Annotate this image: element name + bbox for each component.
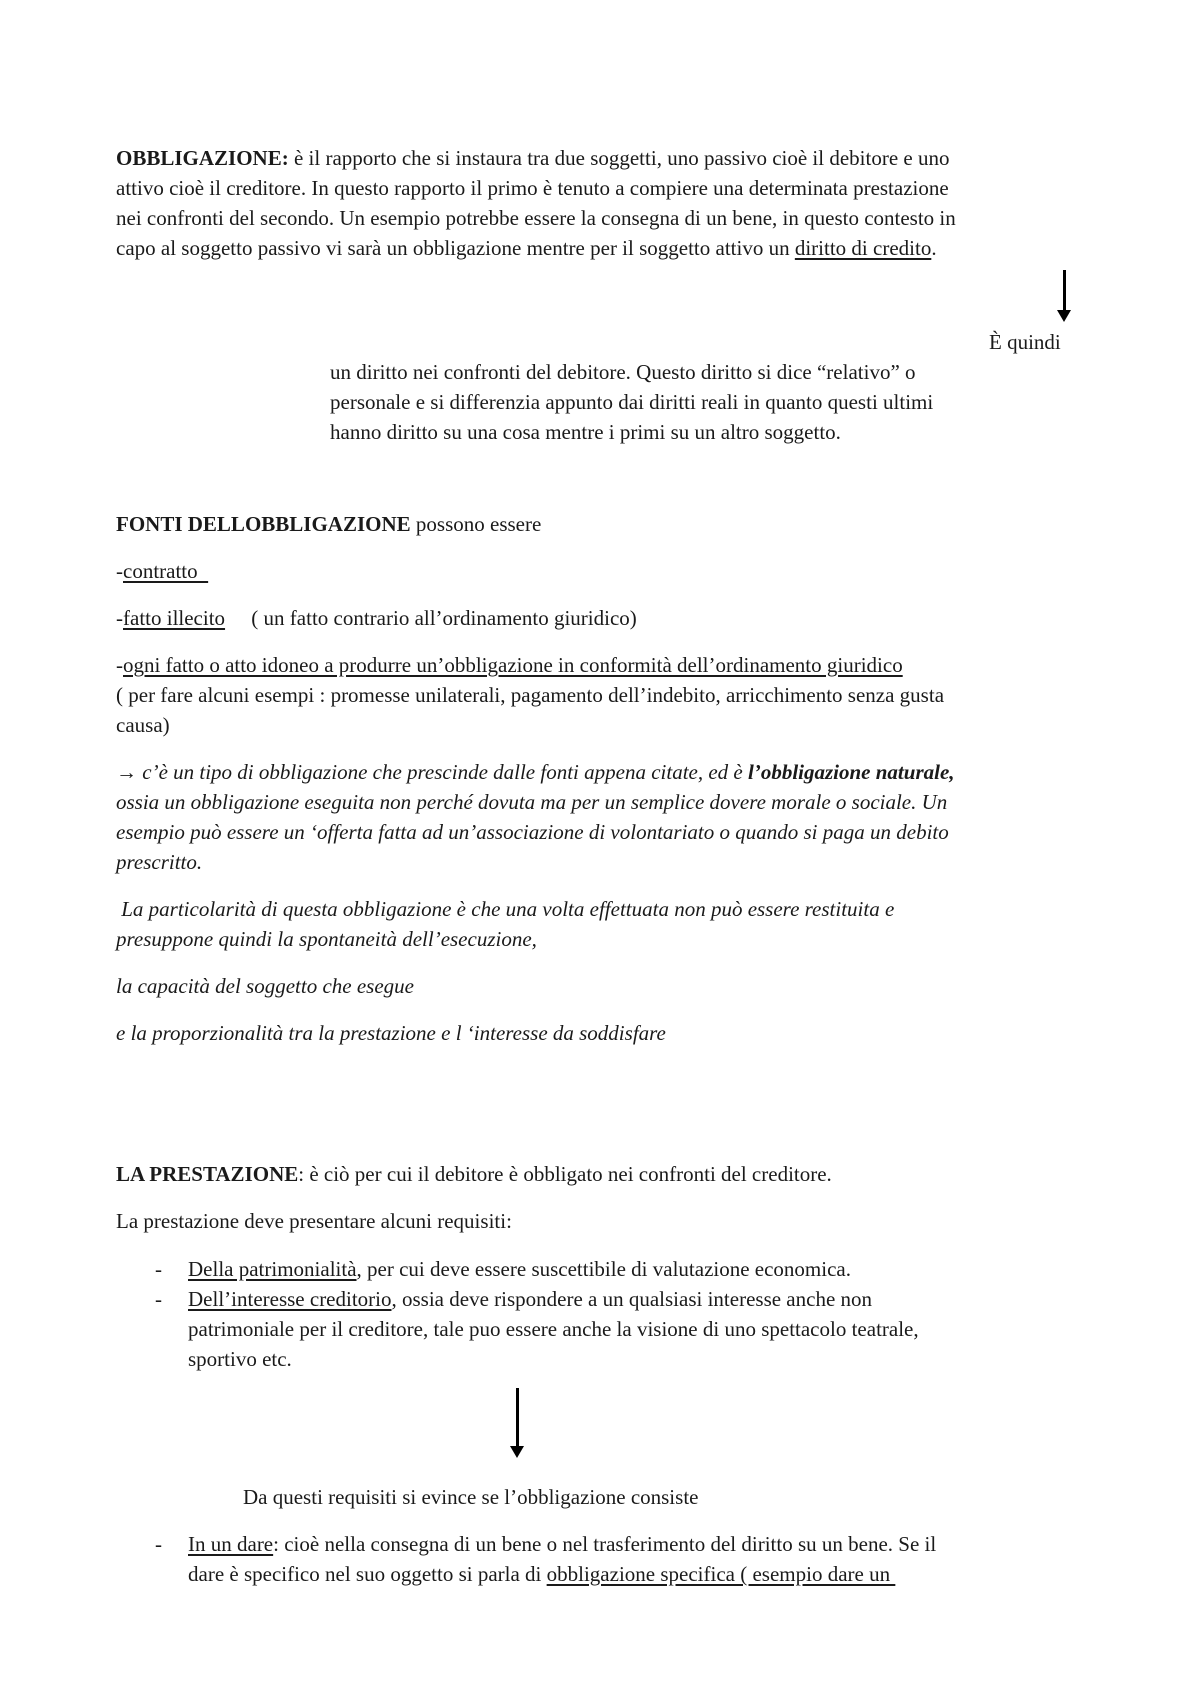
interesse-creditorio-rest: , ossia deve rispondere a un qualsiasi interesse anche non <box>391 1287 873 1311</box>
contratto-text: contratto <box>123 559 209 583</box>
obbligazione-line-2: attivo cioè il creditore. In questo rapporto il primo è tenuto a compiere una determinata prestazione <box>116 176 949 200</box>
obbligazione-naturale: l’obbligazione naturale, <box>748 760 955 784</box>
relativo-line-2: personale e si differenzia appunto dai diritti reali in quanto questi ultimi <box>330 390 934 414</box>
relativo-line-3: hanno diritto su una cosa mentre i primi su un altro soggetto. <box>330 420 841 444</box>
obbligazione-line-3: nei confronti del secondo. Un esempio potrebbe essere la consegna di un bene, in questo contesto in <box>116 206 956 230</box>
obbligazione-line-4-end: . <box>931 236 937 260</box>
particolarita-line-1: La particolarità di questa obbligazione è che una volta effettuata non può essere restituita e <box>116 897 895 921</box>
fonti-heading: FONTI DELLOBBLIGAZIONE <box>116 512 411 536</box>
obbligazione-line-1 <box>116 144 949 172</box>
in-un-dare-text: In un dare <box>188 1532 274 1556</box>
obbligazione-line-4-text: capo al soggetto passivo vi sarà un obbligazione mentre per il soggetto attivo un <box>116 236 795 260</box>
naturale-line-1-text: c’è un tipo di obbligazione che prescinde dalle fonti appena citate, ed è <box>137 760 748 784</box>
naturale-line-2: ossia un obbligazione eseguita non perché dovuta ma per un semplice dovere morale o sociale. Un <box>116 790 948 814</box>
evince-text: Da questi requisiti si evince se l’obbligazione consiste <box>243 1485 699 1509</box>
fonti-item-dash: - <box>116 559 123 583</box>
fonti-item-dash: - <box>116 606 123 630</box>
requisito-interesse-line-1 <box>188 1285 872 1313</box>
particolarita-line-3: la capacità del soggetto che esegue <box>116 974 414 998</box>
dare-line-1-rest: : cioè nella consegna di un bene o nel trasferimento del diritto su un bene. Se il <box>273 1532 937 1556</box>
down-arrow-icon <box>516 1388 519 1448</box>
requisito-patrimonialita <box>188 1255 851 1283</box>
fonti-heading-rest: possono essere <box>410 512 542 536</box>
dare-line-2-text: dare è specifico nel suo oggetto si parla di <box>188 1562 547 1586</box>
requisito-interesse-line-2: patrimoniale per il creditore, tale puo essere anche la visione di uno spettacolo teatrale, <box>188 1317 919 1341</box>
list-dash: - <box>155 1287 162 1311</box>
ogni-fatto-note-2: causa) <box>116 713 170 737</box>
prestazione-heading: LA PRESTAZIONE <box>116 1162 299 1186</box>
diritto-di-credito: diritto di credito <box>794 236 932 260</box>
ogni-fatto-text: ogni fatto o atto idoneo a produrre un’obbligazione in conformità dell’ordinamento giuridico <box>123 653 903 677</box>
interesse-creditorio-text: Dell’interesse creditorio <box>188 1287 392 1311</box>
list-dash: - <box>155 1257 162 1281</box>
requisito-interesse-line-3: sportivo etc. <box>188 1347 292 1371</box>
particolarita-line-4: e la proporzionalità tra la prestazione e l ‘interesse da soddisfare <box>116 1021 666 1045</box>
obbligazione-line-1-text: è il rapporto che si instaura tra due soggetti, uno passivo cioè il debitore e uno <box>288 146 950 170</box>
relativo-line-1: un diritto nei confronti del debitore. Questo diritto si dice “relativo” o <box>330 360 916 384</box>
obbligazione-line-4 <box>116 234 937 262</box>
prestazione-intro: La prestazione deve presentare alcuni requisiti: <box>116 1209 512 1233</box>
obbligazione-specifica-text: obbligazione specifica ( esempio dare un <box>546 1562 896 1586</box>
naturale-line-4: prescritto. <box>116 850 203 874</box>
naturale-line-1 <box>116 758 955 786</box>
list-dash: - <box>155 1532 162 1556</box>
prestazione-heading-rest: : è ciò per cui il debitore è obbligato nei confronti del creditore. <box>298 1162 832 1186</box>
fatto-illecito-text: fatto illecito <box>123 606 226 630</box>
dare-line-2 <box>188 1560 895 1588</box>
naturale-line-3: esempio può essere un ‘offerta fatta ad un’associazione di volontariato o quando si paga un debito <box>116 820 949 844</box>
right-arrow-icon: → <box>116 760 137 784</box>
fonti-item-dash: - <box>116 653 123 677</box>
ogni-fatto-note-1: ( per fare alcuni esempi : promesse unilaterali, pagamento dell’indebito, arricchimento senza gusta <box>116 683 945 707</box>
fonti-heading-line <box>116 510 541 538</box>
fonti-item-fatto-illecito <box>116 604 637 632</box>
down-arrow-icon <box>1063 270 1066 312</box>
particolarita-line-2: presuppone quindi la spontaneità dell’esecuzione, <box>116 927 537 951</box>
prestazione-heading-line <box>116 1160 832 1188</box>
fatto-illecito-note: ( un fatto contrario all’ordinamento giuridico) <box>225 606 637 630</box>
quindi-text: È quindi <box>989 330 1061 354</box>
fonti-item-ogni-fatto <box>116 651 903 679</box>
dare-line-1 <box>188 1530 936 1558</box>
patrimonialita-text: Della patrimonialità <box>188 1257 357 1281</box>
fonti-item-contratto <box>116 557 208 585</box>
patrimonialita-rest: , per cui deve essere suscettibile di valutazione economica. <box>356 1257 851 1281</box>
obbligazione-heading: OBBLIGAZIONE: <box>116 146 289 170</box>
